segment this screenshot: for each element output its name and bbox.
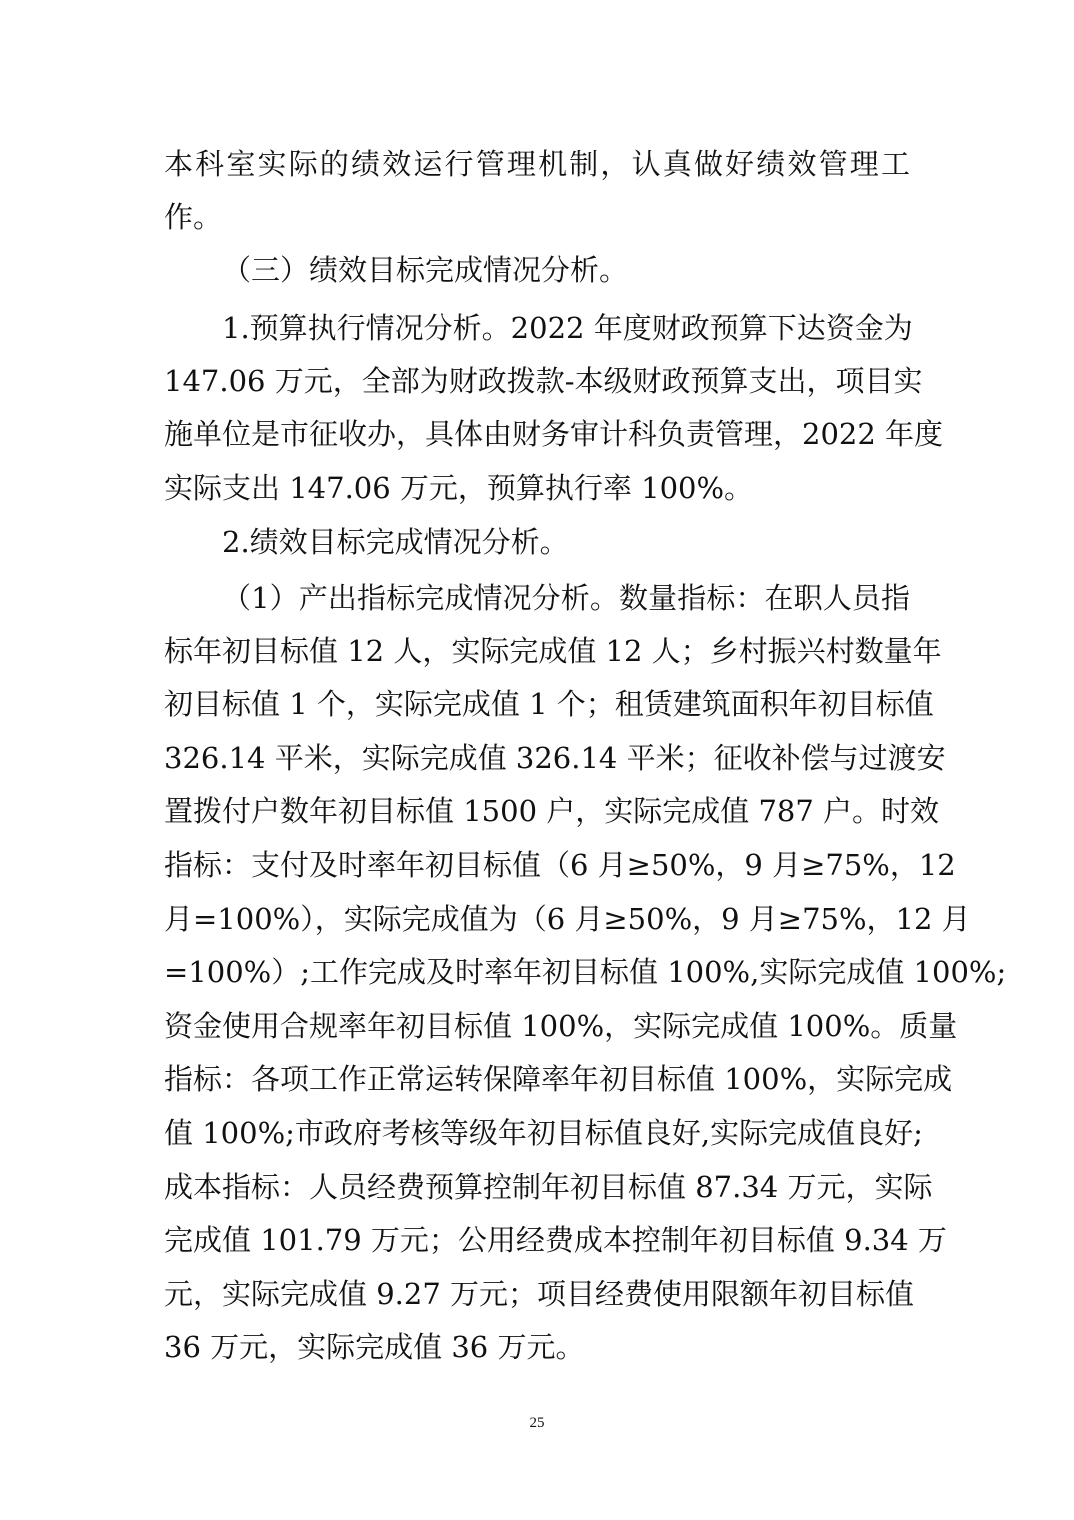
body-text-line: 作。 (164, 200, 223, 234)
body-text-line: 资金使用合规率年初目标值 100%，实际完成值 100%。质量 (164, 1009, 958, 1043)
body-text-line: 326.14 平米，实际完成值 326.14 平米；征收补偿与过渡安 (164, 741, 946, 775)
body-text-line: （1）产出指标完成情况分析。数量指标：在职人员指 (222, 581, 910, 615)
body-text-line: 月=100%），实际完成值为（6 月≥50%，9 月≥75%，12 月 (164, 902, 971, 936)
body-text-line: 1.预算执行情况分析。2022 年度财政预算下达资金为 (222, 311, 913, 345)
body-text-line: 成本指标：人员经费预算控制年初目标值 87.34 万元，实际 (164, 1170, 933, 1204)
body-text-line: 施单位是市征收办，具体由财务审计科负责管理，2022 年度 (164, 417, 944, 451)
body-text-line: 147.06 万元，全部为财政拨款-本级财政预算支出，项目实 (164, 364, 923, 398)
body-text-line: 指标：各项工作正常运转保障率年初目标值 100%，实际完成 (164, 1062, 953, 1096)
body-text-line: 初目标值 1 个，实际完成值 1 个；租赁建筑面积年初目标值 (164, 687, 934, 721)
body-text-line: 元，实际完成值 9.27 万元；项目经费使用限额年初目标值 (164, 1277, 915, 1311)
body-text-line: 本科室实际的绩效运行管理机制，认真做好绩效管理工 (164, 147, 910, 181)
body-text-line: 完成值 101.79 万元；公用经费成本控制年初目标值 9.34 万 (164, 1223, 947, 1257)
body-text-line: 36 万元，实际完成值 36 万元。 (164, 1330, 585, 1364)
body-text-line: 实际支出 147.06 万元，预算执行率 100%。 (164, 471, 754, 505)
body-text-line: 指标：支付及时率年初目标值（6 月≥50%，9 月≥75%，12 (164, 848, 956, 882)
body-text-line: 标年初目标值 12 人，实际完成值 12 人；乡村振兴村数量年 (164, 634, 942, 668)
body-text-line: =100%）;工作完成及时率年初目标值 100%,实际完成值 100%; (164, 955, 1007, 989)
body-text-line: 值 100%;市政府考核等级年初目标值良好,实际完成值良好; (164, 1116, 923, 1150)
subsection-heading: 2.绩效目标完成情况分析。 (222, 525, 569, 559)
body-text-line: 置拨付户数年初目标值 1500 户，实际完成值 787 户。时效 (164, 794, 940, 828)
section-heading: （三）绩效目标完成情况分析。 (222, 253, 629, 287)
page-number: 25 (529, 1415, 545, 1431)
